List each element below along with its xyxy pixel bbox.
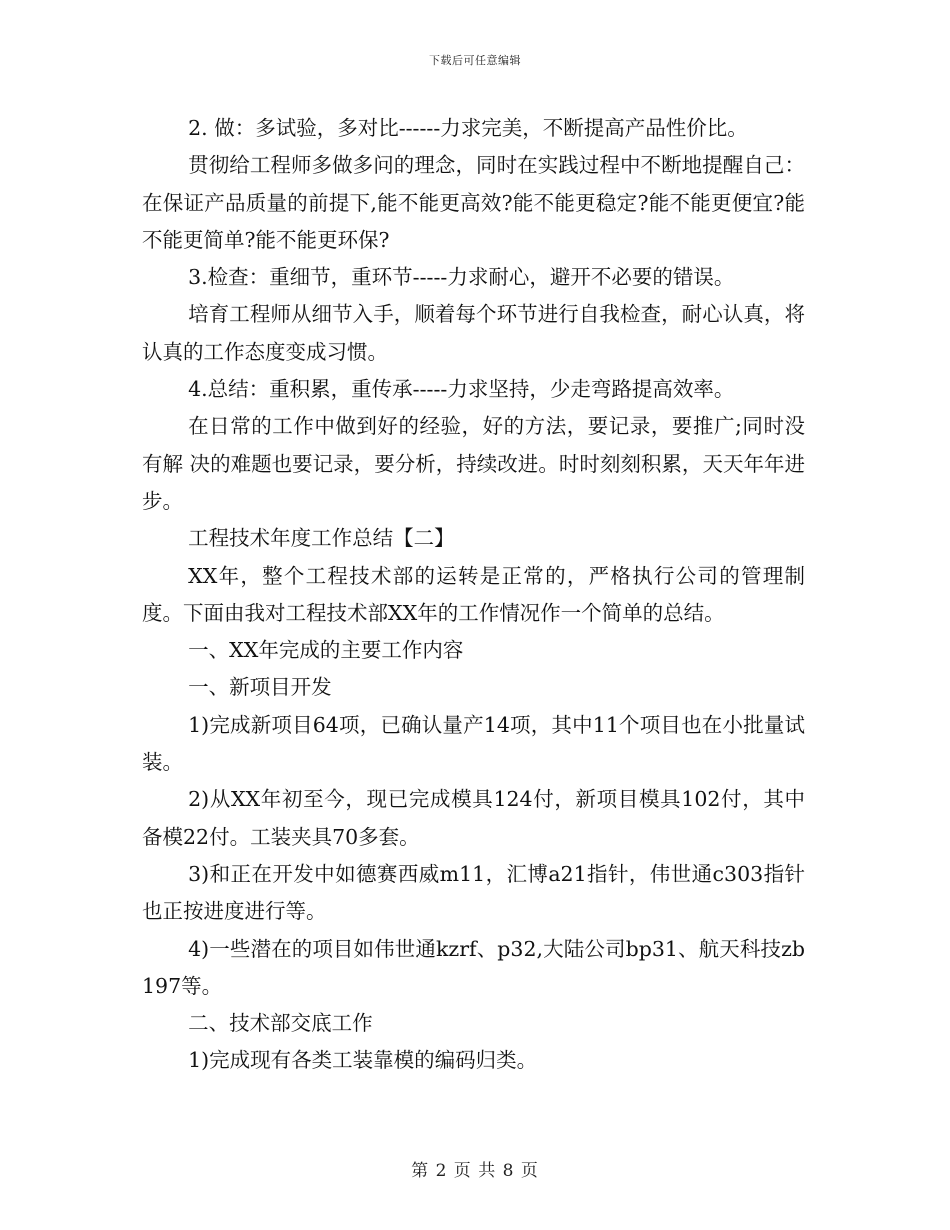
paragraph-check-step: 3.检查：重细节，重环节-----力求耐心，避开不必要的错误。 <box>188 265 735 290</box>
paragraph-intro: XX年，整个工程技术部的运转是正常的，严格执行公司的管理制度。下面由我对工程技术部XX年的工作情况作一个简单的总结。 <box>142 563 805 625</box>
list-item-molds: 2)从XX年初至今，现已完成模具124付，新项目模具102付，其中备模22付。工装夹具70多套。 <box>142 787 805 849</box>
paragraph-detail-habit: 培育工程师从细节入手，顺着每个环节进行自我检查，耐心认真，将认真的工作态度变成习惯。 <box>142 302 805 364</box>
paragraph-daily-experience: 在日常的工作中做到好的经验，好的方法，要记录，要推广;同时没有解 决的难题也要记录，要分析，持续改进。时时刻刻积累，天天年年进步。 <box>142 414 805 513</box>
list-item-potential-projects: 4)一些潜在的项目如伟世通kzrf、p32,大陆公司bp31、航天科技zb197等。 <box>142 936 805 998</box>
paragraph-summary-step: 4.总结：重积累，重传承-----力求坚持，少走弯路提高效率。 <box>188 377 735 402</box>
page-number: 第 2 页 共 8 页 <box>411 1161 539 1181</box>
list-item-new-projects: 1)完成新项目64项，已确认量产14项，其中11个项目也在小批量试装。 <box>142 712 805 775</box>
document-body <box>142 110 805 1080</box>
list-item-in-development: 3)和正在开发中如德赛西威m11，汇博a21指针，伟世通c303指针也正按进度进行等。 <box>142 861 805 924</box>
paragraph-do-step: 2. 做：多试验，多对比------力求完美，不断提高产品性价比。 <box>188 116 748 140</box>
heading-main-work: 一、XX年完成的主要工作内容 <box>188 638 464 663</box>
paragraph-engineer-philosophy: 贯彻给工程师多做多问的理念，同时在实践过程中不断地提醒自己：在保证产品质量的前提下,能不能更高效?能不能更稳定?能不能更便宜?能不能更简单?能不能更环保? <box>142 153 805 252</box>
page-header: 下载后可任意编辑 <box>429 54 521 67</box>
list-item-coding-classification: 1)完成现有各类工装靠模的编码归类。 <box>188 1048 538 1073</box>
heading-handover-work: 二、技术部交底工作 <box>188 1011 373 1036</box>
section-title-summary-two: 工程技术年度工作总结【二】 <box>188 526 455 551</box>
heading-new-project: 一、新项目开发 <box>188 675 332 700</box>
